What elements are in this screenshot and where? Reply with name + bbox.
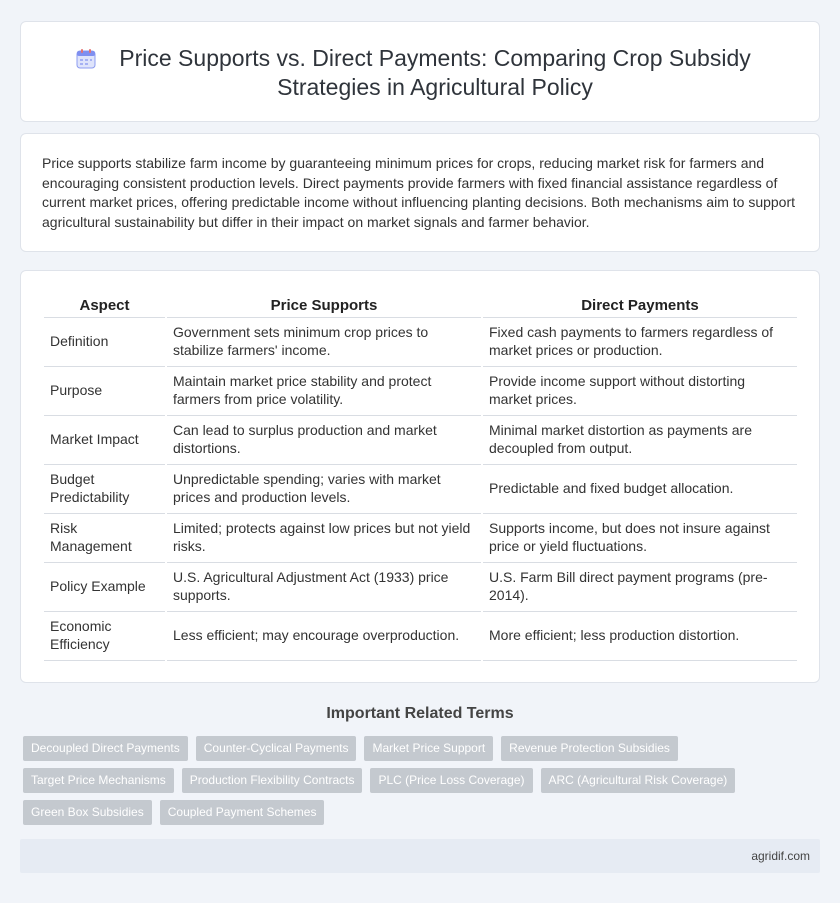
- related-term-tag[interactable]: Target Price Mechanisms: [23, 768, 174, 793]
- title-wrap: [21, 44, 819, 102]
- price-supports-cell: Can lead to surplus production and market distortions.: [167, 416, 481, 465]
- related-term-tag[interactable]: Decoupled Direct Payments: [23, 736, 188, 761]
- table-header-row: [44, 297, 797, 318]
- page-title: Price Supports vs. Direct Payments: Comparing Crop Subsidy Strategies in Agricultural Policy: [119, 45, 751, 100]
- comparison-card: [20, 270, 820, 683]
- related-term-tag[interactable]: Green Box Subsidies: [23, 800, 152, 825]
- price-supports-cell: Less efficient; may encourage overproduction.: [167, 612, 481, 661]
- table-row: [44, 612, 797, 661]
- aspect-cell: Budget Predictability: [44, 465, 165, 514]
- related-term-tag[interactable]: Production Flexibility Contracts: [182, 768, 363, 793]
- price-supports-cell: Limited; protects against low prices but not yield risks.: [167, 514, 481, 563]
- related-term-tag[interactable]: Counter-Cyclical Payments: [196, 736, 357, 761]
- price-supports-cell: Maintain market price stability and protect farmers from price volatility.: [167, 367, 481, 416]
- table-row: [44, 563, 797, 612]
- direct-payments-cell: U.S. Farm Bill direct payment programs (pre-2014).: [483, 563, 797, 612]
- aspect-cell: Purpose: [44, 367, 165, 416]
- calendar-icon: [75, 48, 97, 70]
- aspect-cell: Policy Example: [44, 563, 165, 612]
- related-term-tag[interactable]: ARC (Agricultural Risk Coverage): [541, 768, 736, 793]
- related-term-tag[interactable]: PLC (Price Loss Coverage): [370, 768, 532, 793]
- table-row: [44, 465, 797, 514]
- related-term-tag[interactable]: Coupled Payment Schemes: [160, 800, 325, 825]
- header-direct-payments: Direct Payments: [483, 297, 797, 318]
- related-term-tag[interactable]: Market Price Support: [364, 736, 493, 761]
- related-terms-list: [23, 736, 803, 832]
- table-row: [44, 514, 797, 563]
- comparison-table: [42, 297, 799, 661]
- table-row: [44, 416, 797, 465]
- related-terms-heading: Important Related Terms: [326, 705, 514, 722]
- table-row: [44, 367, 797, 416]
- price-supports-cell: Unpredictable spending; varies with market prices and production levels.: [167, 465, 481, 514]
- header-card: [20, 21, 820, 122]
- aspect-cell: Market Impact: [44, 416, 165, 465]
- aspect-cell: Risk Management: [44, 514, 165, 563]
- price-supports-cell: Government sets minimum crop prices to stabilize farmers' income.: [167, 318, 481, 367]
- direct-payments-cell: More efficient; less production distortion.: [483, 612, 797, 661]
- intro-text: Price supports stabilize farm income by guaranteeing minimum prices for crops, reducing market risk for farmers and encouraging consistent production levels. Direct payments provide farmers with fixed financial assistance regardless of current market prices, offering predictable income without influencing planting decisions. Both mechanisms aim to support agricultural sustainability but differ in their impact on market signals and farmer behavior.: [42, 155, 796, 230]
- table-row: [44, 318, 797, 367]
- aspect-cell: Economic Efficiency: [44, 612, 165, 661]
- direct-payments-cell: Minimal market distortion as payments are decoupled from output.: [483, 416, 797, 465]
- price-supports-cell: U.S. Agricultural Adjustment Act (1933) price supports.: [167, 563, 481, 612]
- footer-site-link[interactable]: agridif.com: [751, 849, 810, 863]
- direct-payments-cell: Predictable and fixed budget allocation.: [483, 465, 797, 514]
- header-aspect: Aspect: [44, 297, 165, 318]
- direct-payments-cell: Supports income, but does not insure against price or yield fluctuations.: [483, 514, 797, 563]
- header-price-supports: Price Supports: [167, 297, 481, 318]
- direct-payments-cell: Fixed cash payments to farmers regardless of market prices or production.: [483, 318, 797, 367]
- aspect-cell: Definition: [44, 318, 165, 367]
- related-term-tag[interactable]: Revenue Protection Subsidies: [501, 736, 678, 761]
- direct-payments-cell: Provide income support without distorting market prices.: [483, 367, 797, 416]
- intro-card: [20, 133, 820, 252]
- footer: [20, 839, 820, 873]
